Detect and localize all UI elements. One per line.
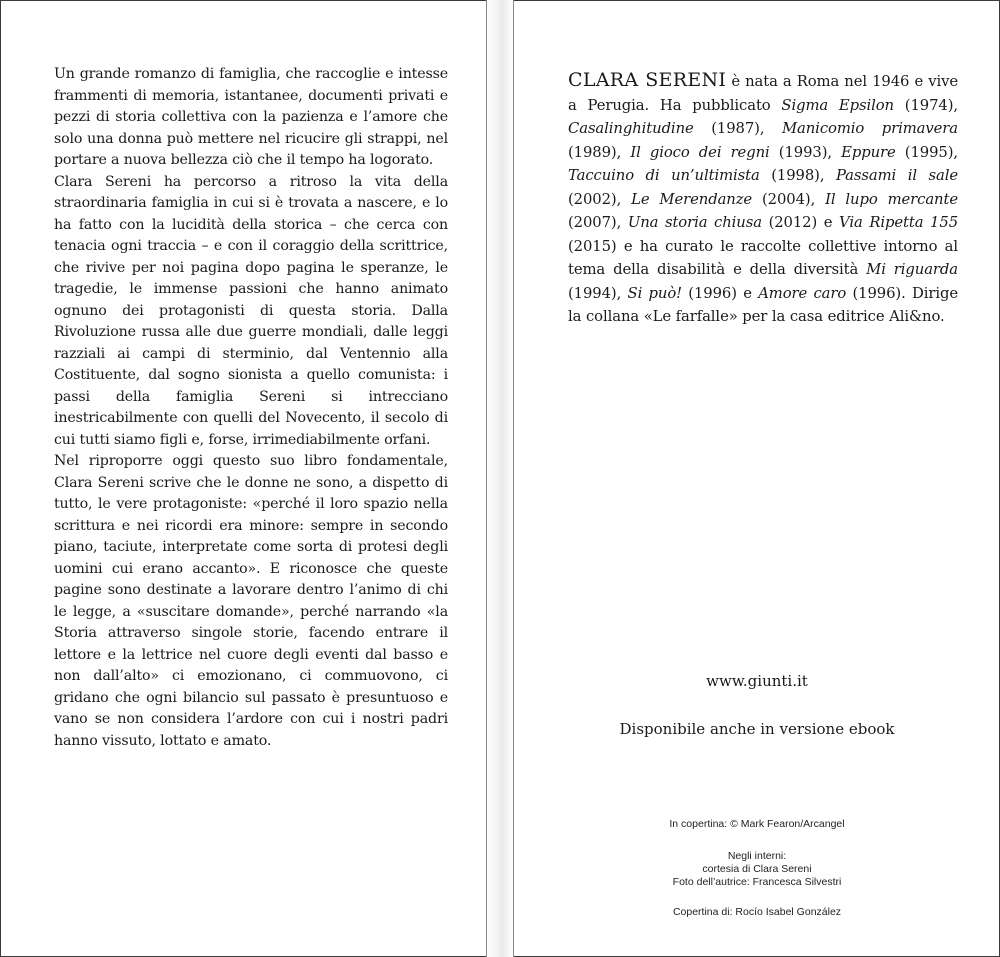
cover-credit <box>514 818 1000 831</box>
book-title: Amore caro <box>758 284 847 302</box>
book-gutter <box>486 0 514 957</box>
book-title: Si può! <box>627 284 682 302</box>
interior-credits <box>514 850 1000 889</box>
design-credit <box>514 906 1000 919</box>
book-title: Sigma Epsilon <box>781 96 894 114</box>
book-title: Mi riguarda <box>866 261 958 278</box>
book-title: Il lupo mercante <box>825 190 958 208</box>
author-bio <box>568 69 958 329</box>
bio-text: (2007), <box>568 214 628 231</box>
book-title: Passami il sale <box>835 167 958 184</box>
bio-text: (1974), <box>894 96 959 114</box>
book-title: Via Ripetta 155 <box>839 214 959 231</box>
book-title: Eppure <box>841 143 896 161</box>
interior-heading: Negli interni: <box>727 850 787 862</box>
bio-text: (1987), <box>693 120 782 137</box>
blurb-paragraph-3: Nel riproporre oggi questo suo libro fondamentale, Clara Sereni scrive che le donne ne sono, a dispetto di tutto, le vere protagoniste: «perché il loro spazio nella scrittura e nei ricordi era minore: sempre in secondo piano, taciute, interpretate come sorta di protesi degli uomini cui erano accanto». E riconosce che queste pagine sono destinate a lavorare dentro l’animo di chi le legge, a «suscitare domande», perché narrando «la Storia attraverso singole storie, facendo entrare il lettore e la lettrice nel cuore degli eventi dal basso e non dall’alto» ci emozionano, ci commuovono, ci gridano che ogni bilancio sul passato è presuntuoso e vano se non considera l’ardore con cui i nostri padri hanno vissuto, lottato e amato. <box>54 453 448 749</box>
cover-photo-credit: In copertina: © Mark Fearon/Arcangel <box>669 818 845 830</box>
blurb-paragraph-2: Clara Sereni ha percorso a ritroso la vita della straordinaria famiglia in cui si è trovata a nascere, e lo ha fatto con la lucidità della storica – che cerca con tenacia ogni traccia – e con il coraggio della scrittrice, che rivive per noi pagina dopo pagina le speranze, le tragedie, le immense passioni che hanno animato ognuno dei protagonisti di questa storia. Dalla Rivoluzione russa alle due guerre mondiali, dalle leggi razziali ai campi di sterminio, dal Ventennio alla Costituente, dal sogno sionista a quello comunista: i passi della famiglia Sereni si intrecciano inestricabilmente con quelli del Novecento, il secolo di cui tutti siamo figli e, forse, irrimediabilmente orfani. <box>54 173 448 448</box>
book-title: Una storia chiusa <box>627 214 762 231</box>
author-photo-credit: Foto dell’autrice: Francesca Silvestri <box>672 876 842 888</box>
book-title: Manicomio primavera <box>781 120 958 137</box>
left-page-edge <box>486 0 487 957</box>
book-title: Il gioco dei regni <box>630 143 770 161</box>
cover-design-credit: Copertina di: Rocío Isabel González <box>672 906 842 918</box>
interior-courtesy: cortesia di Clara Sereni <box>702 863 812 875</box>
bio-text: (1995), <box>895 143 958 161</box>
book-title: Casalinghitudine <box>568 120 694 137</box>
author-name: CLARA SERENI <box>568 69 727 91</box>
bio-text: (1993), <box>769 143 842 161</box>
bio-text: (2002), <box>568 190 632 208</box>
bio-text: (1996). Dirige la collana «Le farfalle» per la casa editrice Ali&no. <box>568 284 959 325</box>
blurb-paragraph-1: Un grande romanzo di famiglia, che raccoglie e intesse frammenti di memoria, istantanee, documenti privati e pezzi di storia collettiva con la pazienza e l’amore che solo una donna può mettere nel ricucire gli strappi, nel portare a nuova bellezza ciò che il tempo ha logorato. <box>54 66 448 168</box>
book-title: Le Merendanze <box>631 190 753 208</box>
bio-text: (2012) e <box>761 214 840 231</box>
bio-text: (1989), <box>568 143 631 161</box>
left-page <box>0 0 486 957</box>
bio-text: (1996) e <box>681 284 759 302</box>
back-cover-blurb <box>54 64 448 752</box>
bio-text: (2015) e ha curato le raccolte collettive intorno al tema della disabilità e della diversità <box>568 237 958 278</box>
book-title: Taccuino di un’ultimista <box>568 167 760 184</box>
right-page <box>514 0 1000 957</box>
bio-text: è nata a Roma nel 1946 e vive a Perugia. Ha pubblicato <box>568 73 959 114</box>
publisher-website: www.giunti.it <box>706 672 808 690</box>
bio-text: (1994), <box>568 284 628 302</box>
bio-text: (1998), <box>759 167 836 184</box>
ebook-availability: Disponibile anche in versione ebook <box>619 720 895 738</box>
bio-text: (2004), <box>752 190 826 208</box>
